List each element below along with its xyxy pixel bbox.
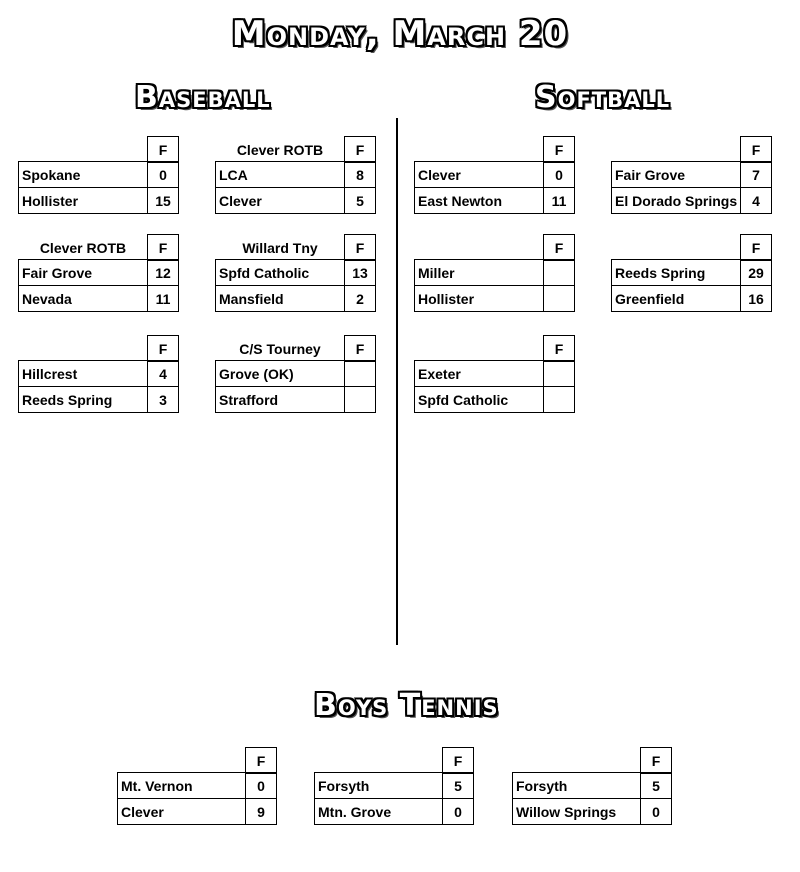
final-column-label: F [344,136,376,163]
team-name: Hillcrest [18,360,148,387]
team-name: Strafford [215,386,345,413]
team-score: 9 [245,798,277,825]
team-name: East Newton [414,187,544,214]
team-name: Reeds Spring [611,259,741,286]
final-column-label: F [344,335,376,362]
final-column-label: F [640,747,672,774]
team-score [543,360,575,387]
section-divider [396,118,398,645]
baseball-game-2 [215,136,377,214]
final-column-label: F [740,136,772,163]
softball-title: Softball [535,80,671,115]
final-column-label: F [147,136,179,163]
page-title: Monday, March 20 [231,14,569,54]
team-score: 2 [344,285,376,312]
game-header [414,136,544,163]
final-column-label: F [543,335,575,362]
team-name: Hollister [414,285,544,312]
team-score: 13 [344,259,376,286]
final-column-label: F [245,747,277,774]
game-header: Clever ROTB [236,141,324,158]
game-header: C/S Tourney [239,340,321,357]
final-column-label: F [147,234,179,261]
team-score: 12 [147,259,179,286]
team-name: Clever [117,798,246,825]
team-name: Clever [215,187,345,214]
team-name: Fair Grove [18,259,148,286]
game-header [414,234,544,261]
final-column-label: F [147,335,179,362]
team-name: Greenfield [611,285,741,312]
baseball-title: Baseball [135,80,271,115]
final-column-label: F [442,747,474,774]
team-name: Forsyth [314,772,443,799]
team-name: Forsyth [512,772,641,799]
team-score: 0 [442,798,474,825]
final-column-label: F [543,234,575,261]
baseball-game-5 [18,335,180,413]
team-name: Fair Grove [611,161,741,188]
softball-game-3 [414,234,576,312]
tennis-match-2 [314,747,476,825]
team-score: 11 [147,285,179,312]
team-score [543,285,575,312]
team-name: Clever [414,161,544,188]
game-header [414,335,544,362]
team-name: LCA [215,161,345,188]
softball-game-2 [611,136,773,214]
team-score: 0 [640,798,672,825]
game-header [117,747,246,774]
team-score [543,259,575,286]
game-header [18,335,148,362]
team-score: 5 [442,772,474,799]
baseball-game-3 [18,234,180,312]
game-header: Clever ROTB [39,239,127,256]
softball-game-5 [414,335,576,413]
game-header [611,136,741,163]
team-name: Exeter [414,360,544,387]
team-name: El Dorado Springs [611,187,741,214]
team-score: 5 [344,187,376,214]
team-name: Spfd Catholic [215,259,345,286]
team-name: Mt. Vernon [117,772,246,799]
team-score: 29 [740,259,772,286]
softball-game-1 [414,136,576,214]
tennis-match-1 [117,747,279,825]
team-score: 5 [640,772,672,799]
team-name: Willow Springs [512,798,641,825]
team-score: 0 [147,161,179,188]
baseball-game-1 [18,136,180,214]
final-column-label: F [344,234,376,261]
team-score [543,386,575,413]
game-header [611,234,741,261]
team-score: 8 [344,161,376,188]
team-score: 7 [740,161,772,188]
team-score: 15 [147,187,179,214]
team-name: Spfd Catholic [414,386,544,413]
team-name: Mansfield [215,285,345,312]
team-score [344,386,376,413]
team-score: 4 [147,360,179,387]
game-header: Willard Tny [242,239,318,256]
team-name: Miller [414,259,544,286]
tennis-title: Boys Tennis [314,688,499,723]
team-score: 0 [245,772,277,799]
team-name: Reeds Spring [18,386,148,413]
final-column-label: F [543,136,575,163]
baseball-game-6 [215,335,377,413]
team-name: Nevada [18,285,148,312]
tennis-match-3 [512,747,674,825]
game-header [512,747,641,774]
team-score: 11 [543,187,575,214]
final-column-label: F [740,234,772,261]
baseball-game-4 [215,234,377,312]
team-name: Mtn. Grove [314,798,443,825]
team-name: Grove (OK) [215,360,345,387]
team-name: Spokane [18,161,148,188]
game-header [314,747,443,774]
team-score: 4 [740,187,772,214]
team-score: 3 [147,386,179,413]
team-score [344,360,376,387]
game-header [18,136,148,163]
team-score: 16 [740,285,772,312]
softball-game-4 [611,234,773,312]
team-name: Hollister [18,187,148,214]
team-score: 0 [543,161,575,188]
